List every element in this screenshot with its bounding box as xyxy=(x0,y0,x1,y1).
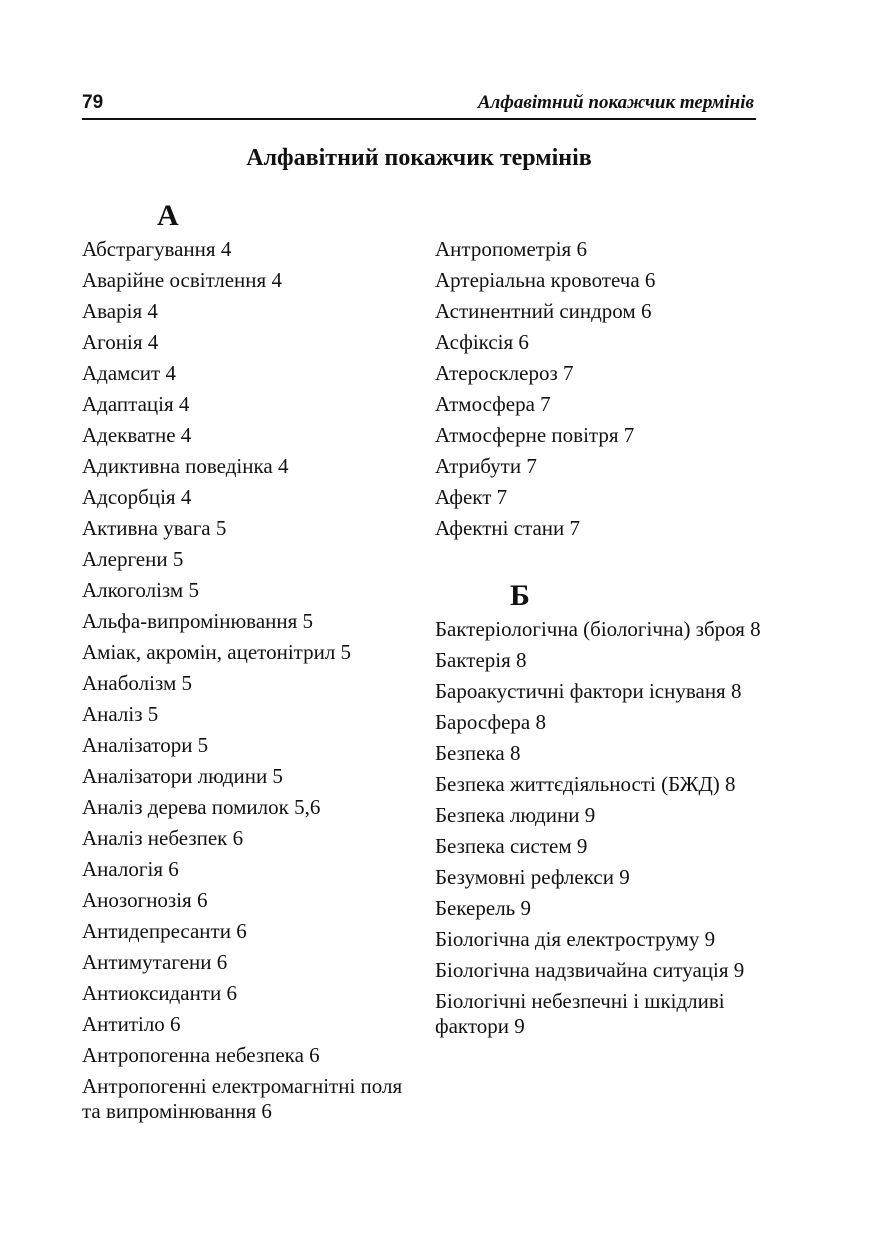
index-entry: Антропогенна небезпека 6 xyxy=(82,1043,320,1067)
right-column xyxy=(435,198,765,1042)
index-entry: Астинентний синдром 6 xyxy=(435,299,652,323)
index-entry: Біологічні небезпечні і шкідливі фактори 9 xyxy=(435,989,725,1038)
index-entry: Біологічна дія електроструму 9 xyxy=(435,927,716,951)
index-entry: Аналогія 6 xyxy=(82,857,179,881)
index-entry: Адекватне 4 xyxy=(82,423,192,447)
index-entry: Баросфера 8 xyxy=(435,710,546,734)
index-entry: Атрибути 7 xyxy=(435,454,537,478)
index-entry: Афект 7 xyxy=(435,485,508,509)
index-entry: Бактеріологічна (біологічна) зброя 8 xyxy=(435,617,761,641)
index-entry: Асфіксія 6 xyxy=(435,330,529,354)
index-entry: Алергени 5 xyxy=(82,547,184,571)
index-entry: Афектні стани 7 xyxy=(435,516,581,540)
section-letter-a: А xyxy=(157,199,179,232)
index-entry: Безпека людини 9 xyxy=(435,803,596,827)
index-entry: Антитіло 6 xyxy=(82,1012,181,1036)
index-entry: Біологічна надзвичайна ситуація 9 xyxy=(435,958,745,982)
index-entry: Антимутагени 6 xyxy=(82,950,228,974)
index-entry: Алкоголізм 5 xyxy=(82,578,199,602)
index-entry: Аварія 4 xyxy=(82,299,158,323)
index-entry: Артеріальна кровотеча 6 xyxy=(435,268,656,292)
index-entry: Безпека систем 9 xyxy=(435,834,588,858)
index-entry: Атмосферне повітря 7 xyxy=(435,423,635,447)
index-entry: Аналіз небезпек 6 xyxy=(82,826,244,850)
page-title: Алфавітний покажчик термінів xyxy=(246,145,592,171)
index-entry: Атеросклероз 7 xyxy=(435,361,574,385)
index-entry: Атмосфера 7 xyxy=(435,392,551,416)
index-entry: Бактерія 8 xyxy=(435,648,527,672)
index-entry: Антиоксиданти 6 xyxy=(82,981,237,1005)
index-entry: Агонія 4 xyxy=(82,330,159,354)
index-entry: Аналізатори 5 xyxy=(82,733,209,757)
index-entry: Адсорбція 4 xyxy=(82,485,192,509)
index-entry: Антропометрія 6 xyxy=(435,237,587,261)
index-entry: Аміак, акромін, ацетонітрил 5 xyxy=(82,640,352,664)
index-entry: Аналіз дерева помилок 5,6 xyxy=(82,795,321,819)
index-entry: Анозогнозія 6 xyxy=(82,888,208,912)
index-list-a-left xyxy=(82,234,412,1127)
header-rule xyxy=(82,118,756,120)
section-gap xyxy=(435,544,765,578)
index-entry: Адиктивна поведінка 4 xyxy=(82,454,289,478)
running-head: Алфавітний покажчик термінів xyxy=(477,92,754,113)
index-list-a-right xyxy=(435,234,765,544)
index-entry: Анаболізм 5 xyxy=(82,671,192,695)
index-entry: Адаптація 4 xyxy=(82,392,190,416)
index-entry: Аналіз 5 xyxy=(82,702,159,726)
index-entry: Антидепресанти 6 xyxy=(82,919,247,943)
index-entry: Антропогенні електромагнітні поля та випромінювання 6 xyxy=(82,1074,403,1123)
left-column xyxy=(82,198,412,1127)
index-entry: Аварійне освітлення 4 xyxy=(82,268,282,292)
index-entry: Альфа-випромінювання 5 xyxy=(82,609,314,633)
section-letter-b: Б xyxy=(510,579,530,612)
index-entry: Бароакустичні фактори існуваня 8 xyxy=(435,679,742,703)
index-list-b xyxy=(435,614,765,1042)
index-entry: Безпека життєдіяльності (БЖД) 8 xyxy=(435,772,736,796)
index-entry: Бекерель 9 xyxy=(435,896,532,920)
index-entry: Безпека 8 xyxy=(435,741,521,765)
index-entry: Адамсит 4 xyxy=(82,361,176,385)
page-number: 79 xyxy=(82,92,104,113)
index-entry: Безумовні рефлекси 9 xyxy=(435,865,630,889)
index-entry: Активна увага 5 xyxy=(82,516,227,540)
index-entry: Аналізатори людини 5 xyxy=(82,764,283,788)
index-entry: Абстрагування 4 xyxy=(82,237,232,261)
